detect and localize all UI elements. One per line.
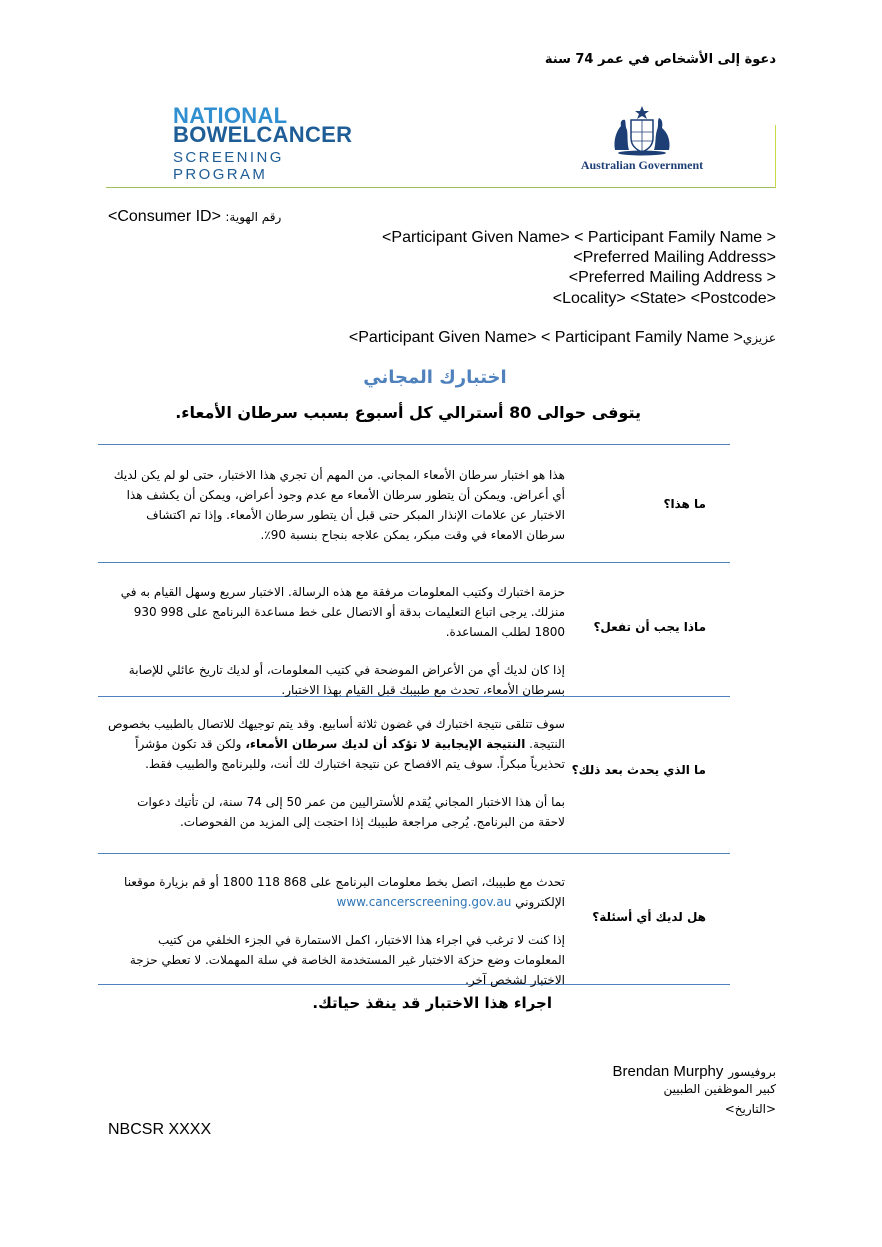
answer-paragraph: سوف تتلقى نتيجة اختبارك في غضون ثلاثة أسابيع. وقد يتم توجيهك للاتصال بالطبيب بخصوص النتيجة. النتيجة الإيجابية لا تؤكد أن لديك سرطان الأمعاء، ولكن قد تكون مؤشراً تحذيرياً مبكراً. سوف يتم الافصاح عن نتيجة اختبارك لك أنت، وللبرنامج والطبيب فقط. <box>108 717 565 771</box>
answer-paragraph: بما أن هذا الاختبار المجاني يُقدم للأستراليين من عمر 50 إلى 74 سنة، لن تأتيك دعوات لاحقة من البرنامج. يُرجى مراجعة طبيبك إذا احتجت إلى المزيد من الفحوصات. <box>137 795 565 829</box>
document-code: NBCSR XXXX <box>108 1121 212 1138</box>
greeting-word: عزيزي <box>742 331 776 345</box>
answer-paragraph: هذا هو اختبار سرطان الأمعاء المجاني. من المهم أن تجري هذا الاختبار، حتى لو لم يكن لديك أي أعراض. ويمكن أن يتطور سرطان الأمعاء مع عدم وجود أعراض، ويمكن أن يكشف هذا الاختبار عن علامات الإنذار المبكر حتى قبل أن يتطور سرطان الأمعاء. وإذا تم اكتشاف سرطان الامعاء في وقت مبكر، يمكن علاجه بنجاح بنسبة 90٪. <box>113 468 565 542</box>
australian-government-logo <box>572 104 712 173</box>
greeting-line <box>349 329 776 347</box>
australian-government-text: Australian Government <box>580 158 704 172</box>
signatory-name: Brendan Murphy <box>612 1063 724 1080</box>
signatory-title: بروفيسور <box>728 1065 776 1079</box>
answer-paragraph: حزمة اختبارك وكتيب المعلومات مرفقة مع هذه الرسالة. الاختبار سريع وسهل القيام به في منزلك. يرجى اتباع التعليمات بدقة أو الاتصال على خط مساعدة البرنامج على 998 930 1800 لطلب المساعدة. <box>120 585 565 639</box>
table-row <box>98 445 730 563</box>
answer-what-is-this <box>108 465 565 545</box>
mailing-address-line-2: <Preferred Mailing Address > <box>568 269 776 286</box>
consumer-id-line <box>108 208 281 226</box>
letter-subtitle: يتوفى حوالى 80 أسترالي كل أسبوع بسبب سرطان الأمعاء. <box>175 403 641 422</box>
letter-title: اختبارك المجاني <box>363 367 507 388</box>
table-row <box>98 563 730 697</box>
website-link[interactable]: www.cancerscreening.gov.au <box>336 895 512 909</box>
emphasis-text: النتيجة الإيجابية لا تؤكد أن لديك سرطان الأمعاء، <box>245 737 526 751</box>
header-divider <box>106 187 776 188</box>
consumer-id-label: رقم الهوية: <box>225 210 282 224</box>
logo-line-national: NATIONAL <box>173 103 288 128</box>
answer-paragraph: تحدث مع طبيبك، اتصل بخط معلومات البرنامج على 868 118 1800 أو قم بزيارة موقعنا الإلكتروني www.cancerscreening.gov.au <box>124 875 565 909</box>
logo-line-bowelcancer: BOWELCANCER <box>173 122 353 147</box>
answer-paragraph: إذا كان لديك أي من الأعراض الموضحة في كتيب المعلومات، أو لديك تاريخ عائلي للإصابة بسرطان الأمعاء، تحدث مع طبيبك قبل القيام بهذا الاختبار. <box>128 663 565 697</box>
letter-date: <التاريخ> <box>724 1102 776 1116</box>
table-row <box>98 854 730 985</box>
question-what-to-do: ماذا يجب أن تفعل؟ <box>593 620 706 634</box>
answer-any-questions <box>108 872 565 990</box>
nbcsp-logo <box>173 103 373 183</box>
greeting-name: <Participant Given Name> < Participant Family Name > <box>348 329 743 346</box>
mailing-address-line-1: <Preferred Mailing Address> <box>573 249 776 266</box>
answer-paragraph: إذا كنت لا ترغب في اجراء هذا الاختبار، اكمل الاستمارة في الجزء الخلفي من كتيب المعلومات وضع حزكة الاختبار غير المستخدمة الخاصة في سلة المهملات. لا تعطي حزجة الاختبار لشخص آخر. <box>129 933 565 987</box>
closing-statement: اجراء هذا الاختبار قد ينقذ حياتك. <box>312 994 552 1012</box>
coat-of-arms-icon <box>607 104 677 156</box>
participant-name-line: <Participant Given Name> < Participant Family Name > <box>382 229 776 246</box>
question-any-questions: هل لديك أي أسئلة؟ <box>592 910 706 924</box>
question-what-is-this: ما هذا؟ <box>663 497 706 511</box>
locality-line: <Locality> <State> <Postcode> <box>552 290 776 307</box>
consumer-id-value: <Consumer ID> <box>108 208 221 225</box>
signature-name-line <box>613 1062 777 1080</box>
table-row <box>98 697 730 854</box>
signatory-role: كبير الموظفين الطبيين <box>663 1082 776 1096</box>
invitation-heading: دعوة إلى الأشخاص في عمر 74 سنة <box>544 52 776 67</box>
logo-line-screening-program: SCREENING PROGRAM <box>173 149 284 183</box>
answer-what-next <box>108 714 565 832</box>
info-table <box>98 444 730 985</box>
header-vertical-divider <box>775 125 776 188</box>
question-what-next: ما الذي يحدث بعد ذلك؟ <box>571 763 706 777</box>
answer-what-to-do <box>108 582 565 700</box>
